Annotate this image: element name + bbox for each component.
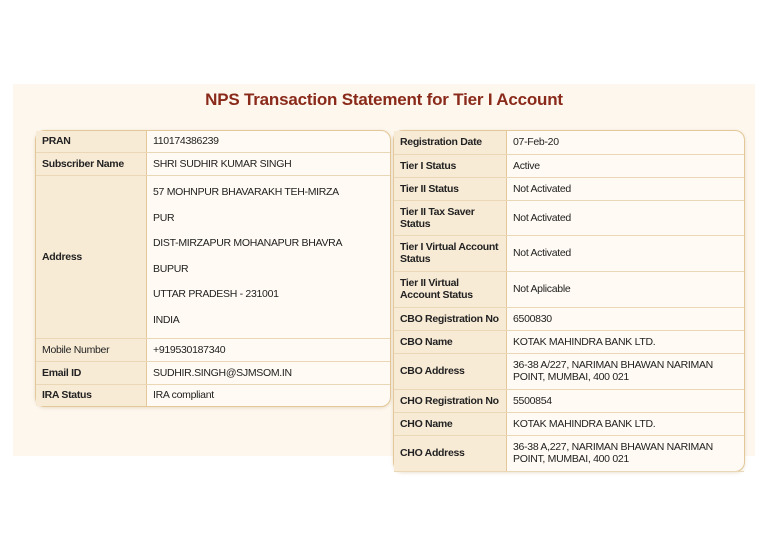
email-label: Email ID <box>36 361 147 384</box>
address-line: 57 MOHNPUR BHAVARAKH TEH-MIRZA <box>153 186 339 198</box>
cbo-name-row <box>394 330 744 353</box>
subscriber-name-value: SHRI SUDHIR KUMAR SINGH <box>147 152 391 175</box>
tier2-virtual-value: Not Aplicable <box>507 271 745 307</box>
tier2-tax-saver-label: Tier II Tax Saver Status <box>394 200 507 235</box>
tier2-status-value: Not Activated <box>507 177 745 200</box>
address-line: INDIA <box>153 313 180 326</box>
address-line: BUPUR <box>153 262 189 275</box>
mobile-value: +919530187340 <box>147 338 391 361</box>
cho-address-row <box>394 435 744 471</box>
statement-document <box>13 84 755 465</box>
address-line: UTTAR PRADESH - 231001 <box>153 288 279 300</box>
tier1-status-label: Tier I Status <box>394 154 507 177</box>
cho-address-value: 36-38 A,227, NARIMAN BHAWAN NARIMAN POINT, MUMBAI, 400 021 <box>507 435 745 471</box>
registration-date-label: Registration Date <box>394 131 507 154</box>
cho-address-label: CHO Address <box>394 435 507 471</box>
cbo-address-label: CBO Address <box>394 353 507 389</box>
subscriber-details-panel <box>35 130 391 407</box>
tier2-virtual-row <box>394 271 744 307</box>
tier2-virtual-label: Tier II Virtual Account Status <box>394 271 507 307</box>
tier2-status-row <box>394 177 744 200</box>
tier1-virtual-value: Not Activated <box>507 235 745 271</box>
tier1-virtual-label: Tier I Virtual Account Status <box>394 235 507 271</box>
mobile-label: Mobile Number <box>36 338 147 361</box>
pran-row <box>36 131 390 152</box>
registration-date-row <box>394 131 744 154</box>
cbo-name-label: CBO Name <box>394 330 507 353</box>
cho-registration-value: 5500854 <box>507 389 745 412</box>
cbo-address-value: 36-38 A/227, NARIMAN BHAWAN NARIMAN POINT, MUMBAI, 400 021 <box>507 353 745 389</box>
cho-registration-label: CHO Registration No <box>394 389 507 412</box>
cbo-registration-row <box>394 307 744 330</box>
address-line: PUR <box>153 211 175 224</box>
address-value <box>147 175 391 338</box>
ira-status-row <box>36 384 390 406</box>
cho-name-label: CHO Name <box>394 412 507 435</box>
mobile-row <box>36 338 390 361</box>
cbo-registration-label: CBO Registration No <box>394 307 507 330</box>
subscriber-name-label: Subscriber Name <box>36 152 147 175</box>
ira-status-value: IRA compliant <box>153 389 214 402</box>
address-label: Address <box>36 175 147 338</box>
address-line: DIST-MIRZAPUR MOHANAPUR BHAVRA <box>153 237 343 249</box>
ira-status-label: IRA Status <box>36 384 147 406</box>
cho-registration-row <box>394 389 744 412</box>
tier1-virtual-row <box>394 235 744 271</box>
cbo-registration-value: 6500830 <box>507 307 745 330</box>
registration-date-value: 07-Feb-20 <box>507 131 745 154</box>
account-details-panel <box>393 130 745 472</box>
tier2-tax-saver-value: Not Activated <box>507 200 745 235</box>
tier2-status-label: Tier II Status <box>394 177 507 200</box>
address-row <box>36 175 390 338</box>
subscriber-name-row <box>36 152 390 175</box>
tier1-status-row <box>394 154 744 177</box>
email-row <box>36 361 390 384</box>
tier2-tax-saver-row <box>394 200 744 235</box>
pran-label: PRAN <box>36 131 147 152</box>
statement-title: NPS Transaction Statement for Tier I Account <box>205 90 563 109</box>
pran-value: 110174386239 <box>147 131 391 152</box>
cho-name-row <box>394 412 744 435</box>
account-details-table <box>394 131 744 472</box>
email-value: SUDHIR.SINGH@SJMSOM.IN <box>147 361 391 384</box>
cho-name-value: KOTAK MAHINDRA BANK LTD. <box>507 412 745 435</box>
cbo-name-value: KOTAK MAHINDRA BANK LTD. <box>507 330 745 353</box>
tier1-status-value: Active <box>507 154 745 177</box>
subscriber-details-table <box>36 131 390 406</box>
cbo-address-row <box>394 353 744 389</box>
